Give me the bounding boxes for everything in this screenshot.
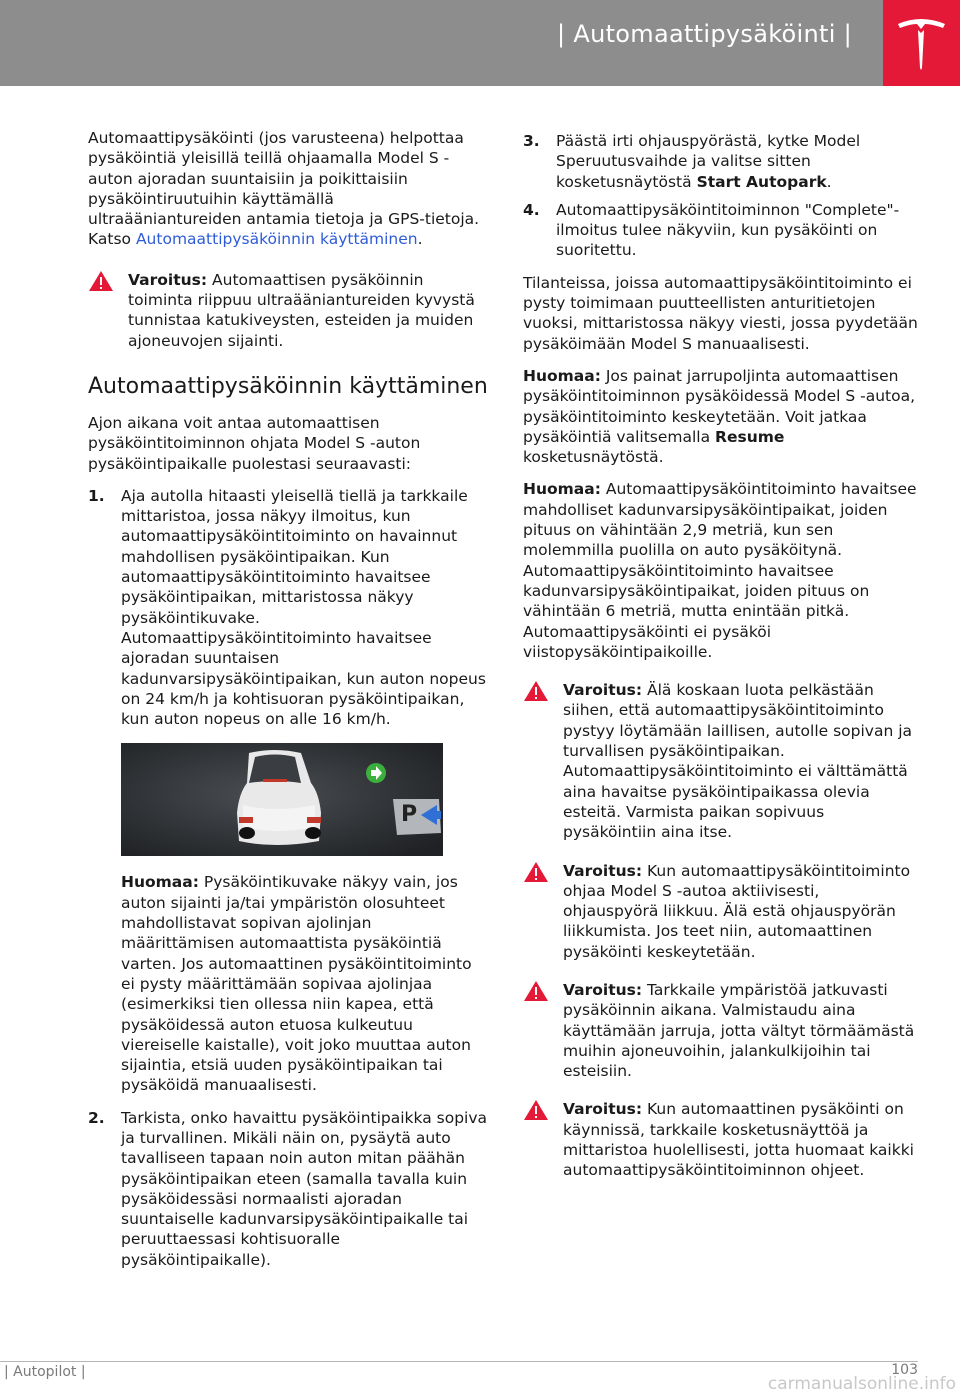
footer-section: | Autopilot | <box>4 1364 86 1380</box>
warning-icon <box>523 861 549 883</box>
warning-icon <box>523 1099 549 1121</box>
note-text: Jos painat jarrupoljinta automaattisen pysäköintitoiminnon pysäköidessä Model S -autoa, pysäköintitoiminto keskeytetään. Voit jatkaa pysäköintiä valitsemalla <box>523 366 916 446</box>
warning-label: Varoitus: <box>128 270 208 289</box>
warning-text: Älä koskaan luota pelkästään siihen, että automaattipysäköintitoiminto pystyy löytämään laillisen, autolle sopivan ja turvallisen pysäköintipaikan. Automaattipysäköintitoiminto ei välttämättä aina havaitse pysäköintipaikassa olevia esteitä. Varmista paikan sopivuus pysäköintiin aina itse. <box>563 681 913 842</box>
intro-paragraph <box>88 128 488 250</box>
footer-divider <box>0 1361 918 1362</box>
note-text: Automaattipysäköintitoiminto havaitsee mahdolliset kadunvarsipysäköintipaikat, joiden pituus on vähintään 2,9 metriä, kun sen molemmilla puolilla on auto pysäköitynä. Automaattipysäköintitoiminto havaitsee kadunvarsipysäköintipaikat, joiden pituus on vähintään 6 metriä, mutta enintään pitkä. Automaattipysäköinti ei pysäköi viistopysäköintipaikoille. <box>523 480 917 661</box>
warning-monitor <box>523 1099 918 1180</box>
resume-label: Resume <box>715 427 785 446</box>
cluster-illustration <box>121 743 443 856</box>
sensor-message-paragraph: Tilanteissa, joissa automaattipysäköintitoiminto ei pysty toimimaan puutteellisten anturitietojen vuoksi, mittaristossa näkyy viesti, jossa pyydetään pysäköimään Model S manuaalisesti. <box>523 273 918 353</box>
parking-icon-figure <box>121 743 443 856</box>
watermark: carmanualsonline.info <box>767 1374 956 1394</box>
warning-sensors <box>88 270 488 351</box>
step-end: . <box>826 172 832 191</box>
start-autopark-label: Start Autopark <box>696 172 827 191</box>
note-parking-icon <box>121 872 488 1095</box>
step-number: 3. <box>523 132 540 150</box>
note-text: Pysäköintikuvake näkyy vain, jos auton sijainti ja/tai ympäristön olosuhteet mahdollistavat sopivan ajolinjan määrittämisen automaattista pysäköintiä varten. Jos automaattinen pysäköintitoiminto ei pysty määrittämään sopivaa ajolinjaa (esimerkiksi tien ollessa niin kapea, että pysäköidessä auton etuosa kulkeutuu viereiselle kaistalle), voit joko muuttaa auton sijaintia, etsiä uuden pysäköintipaikan tai pysäköidä manuaalisesti. <box>121 873 472 1095</box>
step-text: Aja autolla hitaasti yleisellä tiellä ja tarkkaile mittaristoa, jossa näkyy ilmoitus, kun automaattipysäköintitoiminto on havainnut mahdollisen pysäköintipaikan. Kun automaattipysäköintitoiminto havaitsee pysäköintipaikan, mittaristossa näkyy pysäköintikuvake. Automaattipysäköintitoiminto havaitsee ajoradan suuntaisen kadunvarsipysäköintipaikan, kun auton nopeus on 24 km/h ja kohtisuoran pysäköintipaikan, kun auton nopeus on alle 16 km/h. <box>121 486 486 729</box>
note-brake <box>523 366 918 467</box>
section-heading: Automaattipysäköinnin käyttäminen <box>88 373 488 399</box>
step-number: 1. <box>88 486 105 505</box>
right-column <box>523 131 918 1199</box>
step-3 <box>523 131 918 192</box>
warning-text: Automaattisen pysäköinnin toiminta riippuu ultraääniantureiden kyvystä tunnistaa katukiveysten, esteiden ja muiden ajoneuvojen sijainti. <box>128 270 475 350</box>
step-1 <box>88 486 488 730</box>
warning-rely <box>523 680 918 842</box>
warning-icon <box>523 680 549 702</box>
step-number: 4. <box>523 200 540 219</box>
warning-label: Varoitus: <box>563 980 643 999</box>
page-number: 103 <box>891 1362 918 1378</box>
warning-surroundings <box>523 980 918 1081</box>
lead-paragraph: Ajon aikana voit antaa automaattisen pysäköintitoiminnon ohjata Model S -auton pysäköintipaikalle puolestasi seuraavasti: <box>88 413 421 473</box>
page-title: | Automaattipysäköinti | <box>557 20 852 48</box>
note-end: kosketusnäytöstä. <box>523 448 664 467</box>
figure-wrapper <box>88 743 488 1095</box>
page-header <box>0 0 960 86</box>
step-text: Päästä irti ohjauspyörästä, kytke Model Speruutusvaihde ja valitse sitten kosketusnäytöstä <box>556 132 861 191</box>
step-2 <box>88 1108 488 1270</box>
step-text: Tarkista, onko havaittu pysäköintipaikka sopiva ja turvallinen. Mikäli näin on, pysäytä auto tavalliseen tapaan noin auton mitan päähän pysäköintipaikan eteen (samalla tavalla kuin pysäköidessäsi normaalisti ajoradan suuntaiselle kadunvarsipysäköintipaikalle tai peruuttaessasi kohtisuoralle pysäköintipaikalle). <box>121 1108 488 1269</box>
intro-link[interactable]: Automaattipysäköinnin käyttäminen <box>135 230 418 249</box>
warning-steering <box>523 861 918 962</box>
step-number: 2. <box>88 1108 105 1127</box>
warning-label: Varoitus: <box>563 1100 643 1119</box>
warning-icon <box>523 980 549 1002</box>
warning-label: Varoitus: <box>563 861 643 880</box>
note-label: Huomaa: <box>121 873 199 892</box>
intro-text: Automaattipysäköinti (jos varusteena) helpottaa pysäköintiä yleisillä teillä ohjaamalla Model S -auton ajoradan suuntaisiin ja poikittaisiin pysäköintiruutuihin käyttämällä ultraääniantureiden antamia tietoja ja GPS-tietoja. Katso <box>88 129 480 249</box>
note-label: Huomaa: <box>523 366 601 385</box>
warning-icon <box>88 270 114 292</box>
left-column <box>88 128 488 1278</box>
step-text: Automaattipysäköintitoiminnon "Complete"-ilmoitus tulee näkyviin, kun pysäköinti on suoritettu. <box>556 200 900 260</box>
note-label: Huomaa: <box>523 480 601 499</box>
step-4 <box>523 200 918 261</box>
warning-label: Varoitus: <box>563 681 643 700</box>
warning-text: Kun automaattipysäköintitoiminto ohjaa Model S -autoa aktiivisesti, ohjauspyörä liikkuu. Älä estä ohjauspyörän liikkumista. Jos teet niin, automaattinen pysäköinti keskeytetään. <box>563 861 911 961</box>
note-spaces <box>523 479 918 662</box>
parking-p-label: P <box>401 802 418 828</box>
intro-end: . <box>417 230 423 249</box>
tesla-logo-icon <box>883 0 960 86</box>
warning-text: Tarkkaile ympäristöä jatkuvasti pysäköinnin aikana. Valmistaudu aina käyttämään jarruja, jotta vältyt törmäämästä muihin ajoneuvoihin, jalankulkijoihin tai esteisiin. <box>563 980 915 1081</box>
tesla-logo-box <box>883 0 960 86</box>
warning-text: Kun automaattinen pysäköinti on käynnissä, tarkkaile kosketusnäyttöä ja mittaristoa huolellisesti, jotta huomaat kaikki automaattipysäköintitoiminnon ohjeet. <box>563 1100 914 1180</box>
